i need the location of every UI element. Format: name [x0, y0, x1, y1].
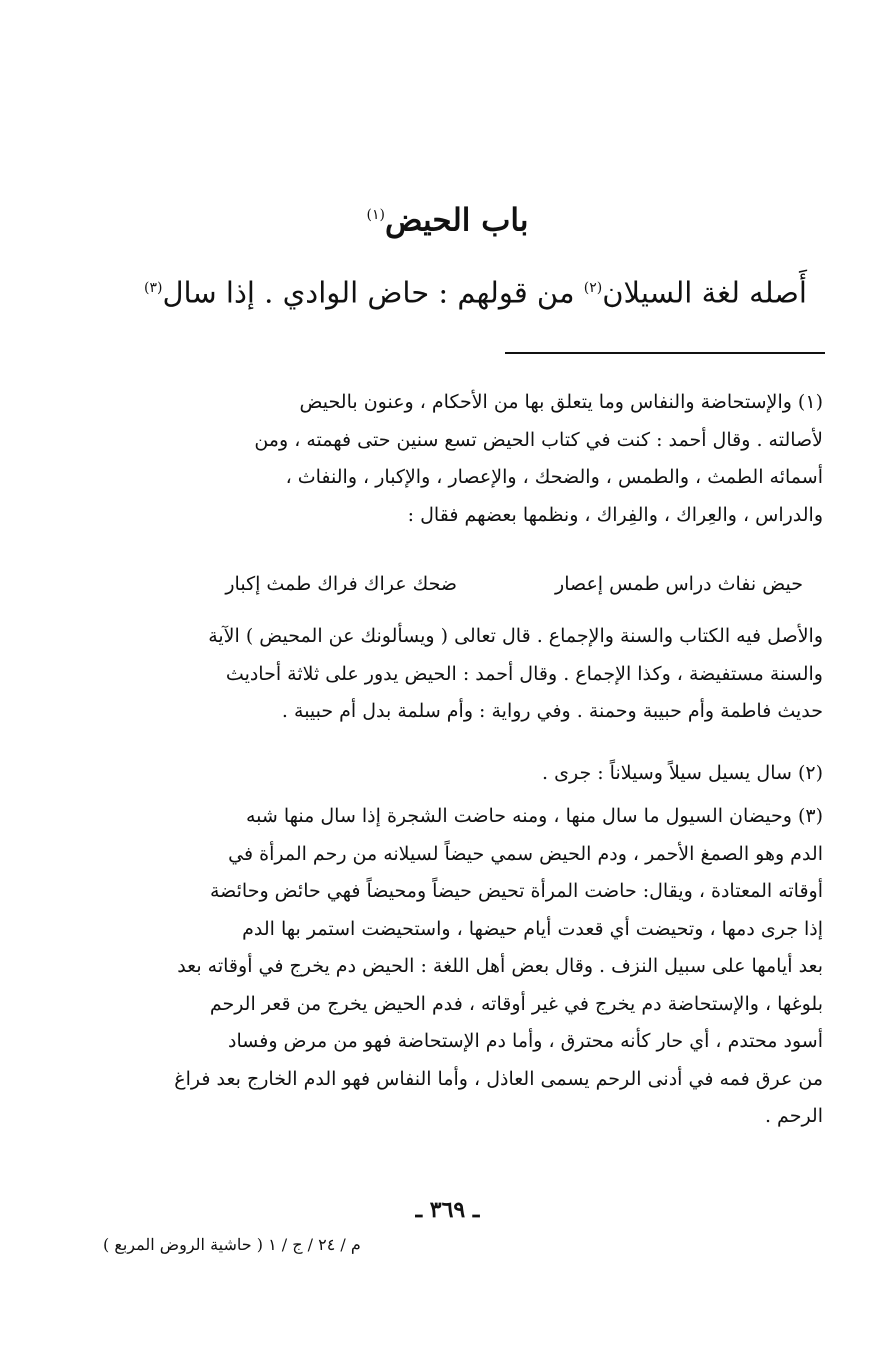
footnote-3	[71, 798, 823, 1136]
footnote-line: والسنة مستفيضة ، وكذا الإجماع . وقال أحمد : الحيض يدور على ثلاثة أحاديث	[225, 662, 823, 685]
footnote-line: والأصل فيه الكتاب والسنة والإجماع . قال تعالى ( ويسألونك عن المحيض ) الآية	[208, 625, 823, 647]
footnote-line: أوقاته المعتادة ، ويقال: حاضت المرأة تحيض حيضاً ومحيضاً فهي حائض وحائضة	[209, 880, 823, 902]
footnote-line: من عرق فمه في أدنى الرحم يسمى العاذل ، وأما النفاس فهو الدم الخارج بعد فراغ	[174, 1067, 823, 1090]
footnote-line: الدم وهو الصمغ الأحمر ، ودم الحيض سمي حيضاً لسيلانه من رحم المرأة في	[228, 842, 823, 865]
footnote-separator	[505, 352, 825, 354]
chapter-title: باب الحيض	[385, 202, 529, 239]
footnote-line: والدراس ، والعِراك ، والفِراك ، ونظمها بعضهم فقال :	[407, 503, 823, 526]
main-text-part1: أَصله لغة السيلان	[602, 275, 807, 310]
footnote-line: (١) والإستحاضة والنفاس وما يتعلق بها من الأحكام ، وعنون بالحيض	[299, 391, 823, 413]
footnote-line: بلوغها ، والإستحاضة دم يخرج في غير أوقاته ، فدم الحيض يخرج من قعر الرحم	[209, 992, 823, 1015]
footnote-2	[71, 755, 823, 793]
footnote-line: الرحم .	[764, 1105, 823, 1127]
main-text	[60, 266, 807, 315]
footnote-1-continued	[71, 618, 823, 731]
footnote-line: إذا جرى دمها ، وتحيضت أي قعدت أيام حيضها ، واستحيضت استمر بها الدم	[242, 917, 823, 940]
footnote-line: أسمائه الطمث ، والطمس ، والضحك ، والإعصار ، والإكبار ، والنفاث ،	[285, 466, 823, 488]
chapter-heading	[0, 193, 895, 242]
footnote-line: (٢) سال يسيل سيلاً وسيلاناً : جرى .	[542, 762, 823, 784]
footnote-line: حديث فاطمة وأم حبيبة وحمنة . وفي رواية : وأم سلمة بدل أم حبيبة .	[281, 700, 823, 722]
verse-hemistich: ضحك عراك فراك طمث إكبار	[225, 573, 457, 595]
verse-hemistich: حيض نفاث دراس طمس إعصار	[555, 573, 803, 595]
footnote-line: (٣) وحيضان السيول ما سال منها ، ومنه حاضت الشجرة إذا سال منها شبه	[245, 805, 823, 827]
footnote-line: أسود محتدم ، أي حار كأنه محترق ، وأما دم الإستحاضة فهو من مرض وفساد	[228, 1030, 823, 1052]
footnote-mark: (١)	[366, 207, 385, 223]
footer-reference: م / ٢٤ / ج / ١ ( حاشية الروض المربع )	[103, 1235, 361, 1254]
footnote-mark: (٢)	[583, 280, 603, 296]
main-text-part2: من قولهم : حاض الوادي . إذا سال	[162, 275, 575, 310]
page-number: ـ ٣٦٩ ـ	[415, 1197, 480, 1223]
footnote-mark: (٣)	[144, 280, 163, 296]
footnote-line: بعد أيامها على سبيل النزف . وقال بعض أهل اللغة : الحيض دم يخرج في أوقاته بعد	[177, 955, 823, 977]
footnote-line: لأصالته . وقال أحمد : كنت في كتاب الحيض تسع سنين حتى فهمته ، ومن	[254, 428, 823, 451]
footnote-1	[71, 384, 823, 534]
